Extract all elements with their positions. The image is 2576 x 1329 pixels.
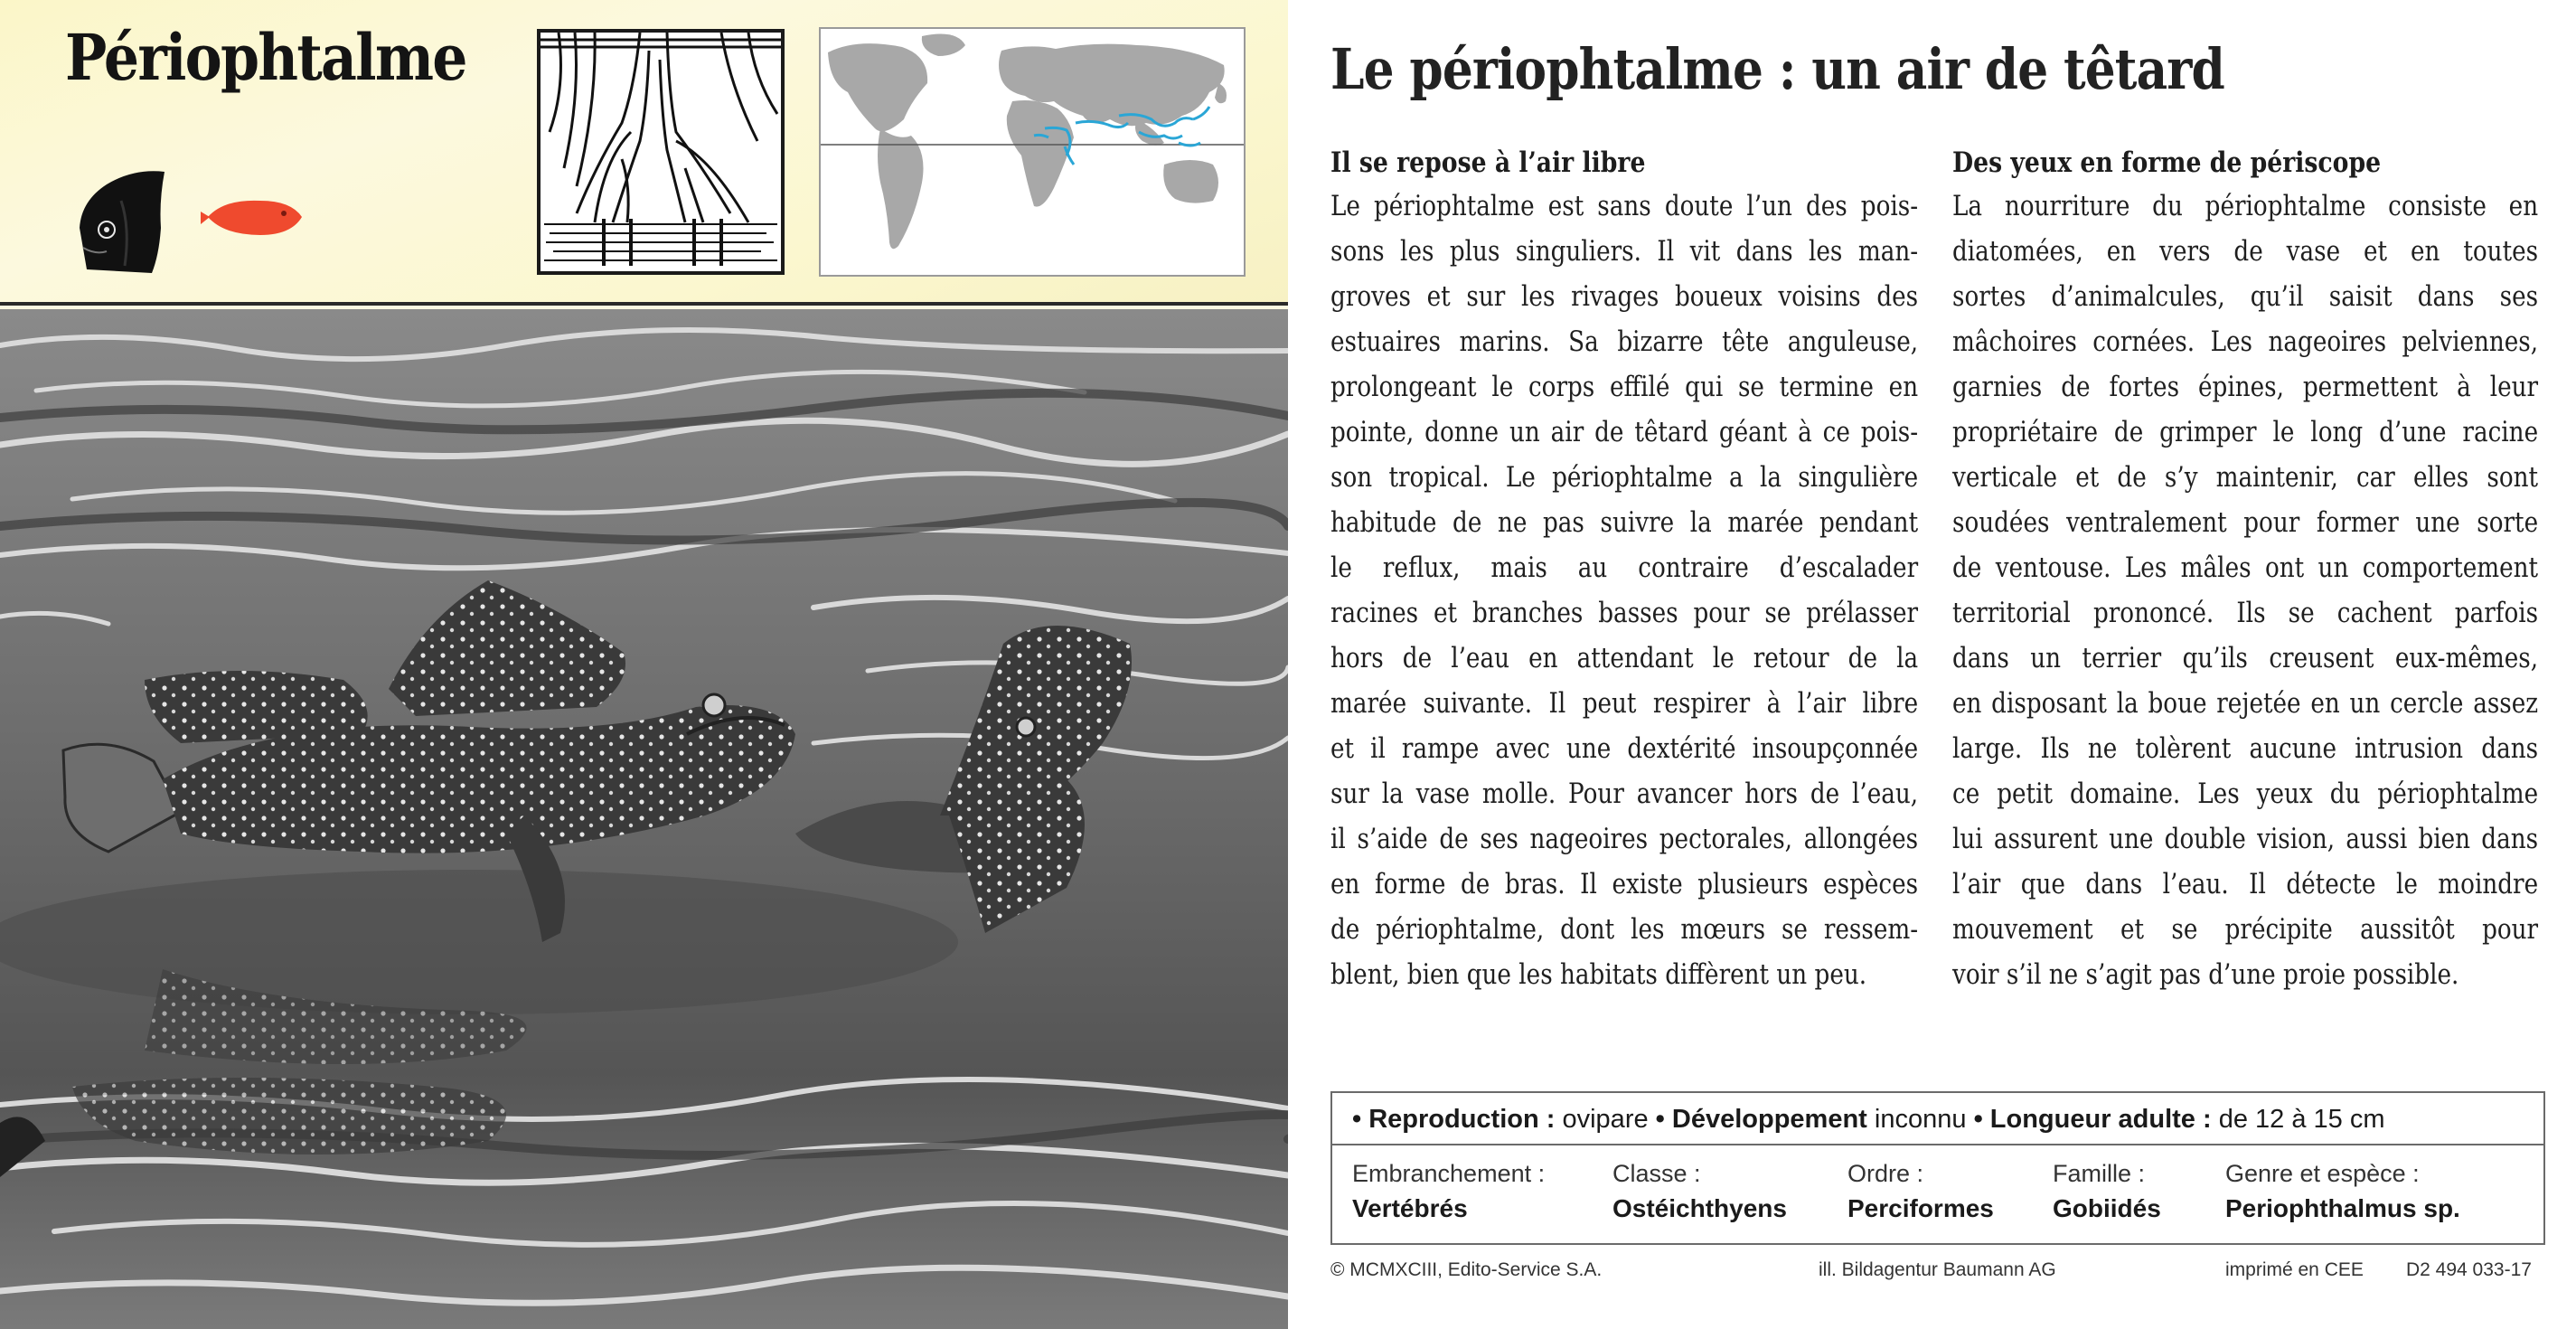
text-line: marée suivante. Il peut respirer à l’air libre	[1330, 688, 1919, 720]
text-line: sur la vase molle. Pour avancer hors de l’eau,	[1330, 778, 1919, 810]
section-heading-right: Des yeux en forme de périscope	[1952, 146, 2382, 179]
taxonomy-classe	[1612, 1160, 1787, 1223]
text-line: de périophtalme, dont les mœurs se ressem-	[1330, 914, 1919, 946]
reproduction-value: ovipare	[1562, 1105, 1649, 1134]
text-column-right	[1952, 146, 2538, 998]
taxonomy-value: Gobiidés	[2053, 1194, 2161, 1222]
text-line: garnies de fortes épines, permettent à leur	[1952, 372, 2539, 403]
taxonomy-label: Genre et espèce :	[2225, 1160, 2420, 1187]
text-line: soudées ventralement pour former une sorte	[1952, 507, 2539, 539]
printed-in: imprimé en CEE	[2225, 1259, 2364, 1280]
text-line: sortes d’animalcules, qu’il saisit dans ses	[1952, 281, 2539, 313]
text-line: diatomées, en vers de vase et en toutes	[1952, 236, 2539, 268]
text-line: groves et sur les rivages boueux voisins des	[1330, 281, 1919, 313]
text-line: racines et branches basses pour se prélasser	[1330, 598, 1919, 629]
taxonomy-famille	[2053, 1160, 2161, 1223]
text-line: verticale et de s’y maintenir, car elles sont	[1952, 462, 2539, 494]
facts-box	[1330, 1091, 2545, 1245]
taxonomy-value: Perciformes	[1847, 1194, 1994, 1222]
text-line: prolongeant le corps effilé qui se termine en	[1330, 372, 1919, 403]
taxonomy-value: Periophthalmus sp.	[2225, 1194, 2460, 1222]
text-line: en forme de bras. Il existe plusieurs espèces	[1330, 869, 1919, 900]
text-line: sons les plus singuliers. Il vit dans les man-	[1330, 236, 1919, 268]
text-line: large. Ils ne tolèrent aucune intrusion dans	[1952, 733, 2539, 765]
card-header	[0, 0, 1288, 306]
taxonomy-label: Classe :	[1612, 1160, 1701, 1187]
taxonomy-label: Famille :	[2053, 1160, 2146, 1187]
text-line: habitude de ne pas suivre la marée pendant	[1330, 507, 1919, 539]
right-card-back	[1302, 0, 2576, 1329]
text-line: territorial prononcé. Ils se cachent parfois	[1952, 598, 2539, 629]
text-line: blent, bien que les habitats diffèrent un peu.	[1330, 959, 1867, 991]
text-line: La nourriture du périophtalme consiste en	[1952, 191, 2539, 222]
bullet: •	[1655, 1105, 1665, 1134]
text-line: pointe, donne un air de têtard géant à ce pois-	[1330, 417, 1919, 448]
developpement-value: inconnu	[1874, 1105, 1967, 1134]
text-line: l’air que dans l’eau. Il détecte le moindre	[1952, 869, 2539, 900]
text-line: il s’aide de ses nageoires pectorales, allongées	[1330, 824, 1919, 855]
bullet: •	[1973, 1105, 1983, 1134]
text-line: lui assurent une double vision, aussi bien dans	[1952, 824, 2539, 855]
text-line: voir s’il ne s’agit pas d’une proie possible.	[1952, 959, 2459, 991]
text-line: propriétaire de grimper le long d’une racine	[1952, 417, 2539, 448]
card-title: Périophtalme	[65, 20, 466, 95]
text-line: ce petit domaine. Les yeux du périophtalme	[1952, 778, 2539, 810]
text-line: de ventouse. Les mâles ont un comportement	[1952, 552, 2539, 584]
text-line: son tropical. Le périophtalme a la singulière	[1330, 462, 1919, 494]
section-heading-left: Il se repose à l’air libre	[1330, 146, 1646, 179]
text-line: le reflux, mais au contraire d’escalader	[1330, 552, 1919, 584]
taxonomy-embranchement	[1352, 1160, 1545, 1223]
facts-row	[1332, 1093, 2543, 1145]
text-line: Le périophtalme est sans doute l’un des pois-	[1330, 191, 1919, 222]
text-line: en disposant la boue rejetée en un cercle assez	[1952, 688, 2539, 720]
photo-credit: ill. Bildagentur Baumann AG	[1819, 1259, 2056, 1280]
reproduction-label: Reproduction :	[1368, 1105, 1556, 1134]
text-line: et il rampe avec une dextérité insoupçonnée	[1330, 733, 1919, 765]
taxonomy-value: Vertébrés	[1352, 1194, 1468, 1222]
distribution-map	[819, 27, 1246, 277]
mudskipper-photo	[0, 309, 1288, 1329]
longueur-value: de 12 à 15 cm	[2218, 1105, 2385, 1134]
bullet: •	[1352, 1105, 1362, 1134]
taxonomy-label: Embranchement :	[1352, 1160, 1546, 1187]
longueur-label: Longueur adulte :	[1989, 1105, 2212, 1134]
developpement-label: Développement	[1671, 1105, 1867, 1134]
fish-head-icon	[71, 165, 172, 277]
text-line: mouvement et se précipite aussitôt pour	[1952, 914, 2539, 946]
taxonomy-ordre	[1847, 1160, 1994, 1223]
footer	[1330, 1259, 2545, 1287]
taxonomy-value: Ostéichthyens	[1612, 1194, 1787, 1222]
text-line: dans un terrier qu’ils creusent eux-mêmes,	[1952, 643, 2539, 674]
main-title: Le périophtalme : un air de têtard	[1330, 36, 2224, 102]
text-line: estuaires marins. Sa bizarre tête anguleuse,	[1330, 326, 1919, 358]
red-fish-icon	[197, 193, 306, 240]
text-column-left	[1330, 146, 1918, 998]
text-line: mâchoires cornées. Les nageoires pelviennes,	[1952, 326, 2539, 358]
taxonomy-genre-espece	[2225, 1160, 2460, 1223]
text-line: hors de l’eau en attendant le retour de la	[1330, 643, 1919, 674]
mangrove-illustration	[537, 29, 785, 275]
taxonomy-label: Ordre :	[1847, 1160, 1924, 1187]
reference-code: D2 494 033-17	[2406, 1259, 2532, 1280]
copyright-text: © MCMXCIII, Edito-Service S.A.	[1330, 1259, 1603, 1280]
